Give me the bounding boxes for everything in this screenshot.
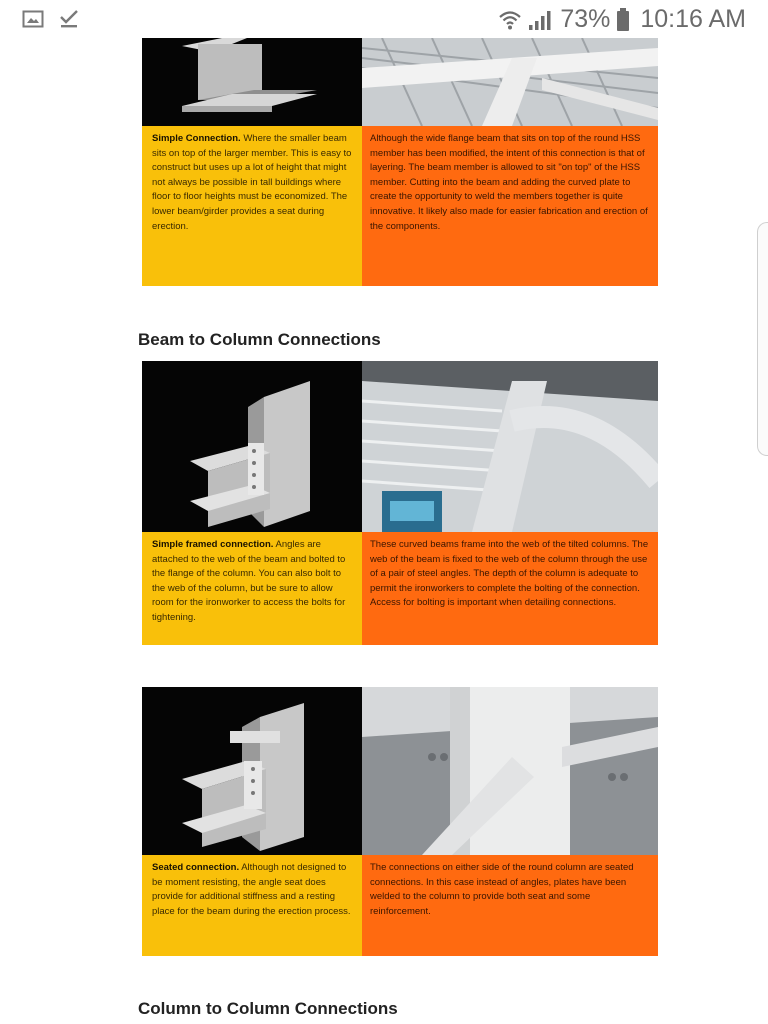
connection-row-simple xyxy=(142,38,658,286)
caption-text: Although not designed to be moment resisting, the angle seat does provide for additional stiffness and a resting place for the beam during the erection process. xyxy=(152,862,351,917)
caption-simple-connection xyxy=(142,126,362,286)
caption-hss-layering xyxy=(362,126,658,286)
image-icon xyxy=(22,9,44,29)
heading-column-to-column: Column to Column Connections xyxy=(138,999,398,1018)
caption-seated-connection xyxy=(142,855,362,956)
caption-seated-round-column xyxy=(362,855,658,956)
photo-curved-beams-tilted-columns xyxy=(362,361,658,532)
status-bar xyxy=(0,0,768,38)
heading-beam-to-column: Beam to Column Connections xyxy=(138,330,381,349)
caption-title: Simple Connection. xyxy=(152,133,241,144)
battery-icon xyxy=(616,8,630,32)
caption-curved-beams xyxy=(362,532,658,645)
caption-title: Simple framed connection. xyxy=(152,539,274,550)
diagram-simple-framed-connection-image xyxy=(142,361,362,532)
caption-title: Seated connection. xyxy=(152,862,240,873)
caption-text: Although the wide flange beam that sits on top of the round HSS member has been modified, the intent of this connection is that of layering. The beam member is allowed to sit "on top" of the HSS member. Cutting into the beam and adding the curved plate to create the opportunity to weld the members together is quite innovative. It likely also made for easier fabrication and erection of the components. xyxy=(370,133,648,232)
photo-beam-on-hss xyxy=(362,38,658,126)
diagram-simple-connection-image xyxy=(142,38,362,126)
battery-percent: 73% xyxy=(560,5,611,33)
caption-text: The connections on either side of the round column are seated connections. In this case instead of angles, plates have been welded to the column to provide both seat and some reinforcement. xyxy=(370,862,634,917)
diagram-seated-connection-image xyxy=(142,687,362,855)
caption-text: Angles are attached to the web of the beam and bolted to the flange of the column. You can also bolt to the web of the column, but be sure to allow room for the ironworker to access the bolts for tightening. xyxy=(152,539,346,623)
wifi-icon xyxy=(498,9,522,31)
connection-row-simple-framed xyxy=(142,361,658,645)
edge-panel-handle[interactable] xyxy=(757,222,768,456)
connection-row-seated xyxy=(142,687,658,956)
caption-text: Where the smaller beam sits on top of the larger member. This is easy to construct but uses up a lot of height that might not always be possible in tall buildings where floor to floor heights must be economized. The lower beam/girder provides a seat during erection. xyxy=(152,133,352,232)
photo-seated-round-column xyxy=(362,687,658,855)
download-done-icon xyxy=(58,9,80,29)
caption-text: These curved beams frame into the web of the tilted columns. The web of the beam is fixed to the web of the column through the use of a pair of steel angles. The depth of the column is adequate to permit the ironworkers to complete the bolting of the connection. Access for bolting is important when detailing connections. xyxy=(370,539,649,609)
caption-simple-framed-connection xyxy=(142,532,362,645)
signal-icon xyxy=(528,9,554,31)
clock: 10:16 AM xyxy=(640,5,746,33)
